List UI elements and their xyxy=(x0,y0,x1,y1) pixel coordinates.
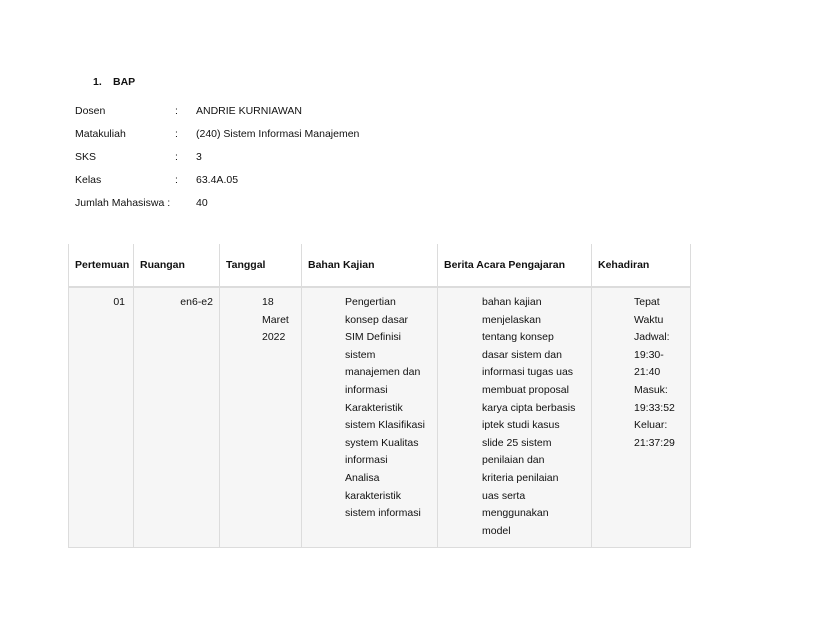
jumlah-label: Jumlah Mahasiswa : xyxy=(75,197,171,209)
cell-tanggal xyxy=(220,287,302,548)
cell-bahan-kajian xyxy=(302,287,438,548)
cell-berita-acara-line: informasi tugas uas xyxy=(482,366,574,379)
cell-bahan-kajian-line: manajemen dan xyxy=(345,366,421,379)
cell-berita-acara-line: uas serta xyxy=(482,489,526,502)
dosen-label: Dosen xyxy=(75,105,106,117)
header-kehadiran: Kehadiran xyxy=(592,244,691,287)
header-ruangan: Ruangan xyxy=(134,244,220,287)
cell-berita-acara-line: dasar sistem dan xyxy=(482,348,562,361)
kelas-colon: : xyxy=(175,174,178,186)
cell-kehadiran-line: Waktu xyxy=(634,313,664,326)
section-heading xyxy=(93,76,135,88)
cell-kehadiran xyxy=(592,287,691,548)
header-pertemuan: Pertemuan xyxy=(69,244,134,287)
cell-kehadiran-line: Tepat xyxy=(634,296,660,308)
cell-tanggal-line: 18 xyxy=(262,296,274,308)
cell-bahan-kajian-line: system Kualitas xyxy=(345,436,419,449)
cell-berita-acara-line: bahan kajian xyxy=(482,296,542,308)
cell-kehadiran-line: Keluar: xyxy=(634,419,668,432)
cell-berita-acara-line: tentang konsep xyxy=(482,331,554,344)
section-title: BAP xyxy=(113,76,136,88)
matakuliah-label: Matakuliah xyxy=(75,128,126,140)
cell-berita-acara-line: karya cipta berbasis xyxy=(482,401,576,414)
cell-bahan-kajian-line: informasi xyxy=(345,454,388,467)
cell-bahan-kajian-line: konsep dasar xyxy=(345,313,409,326)
header-tanggal: Tanggal xyxy=(220,244,302,287)
cell-bahan-kajian-line: sistem xyxy=(345,348,376,361)
cell-berita-acara-line: penilaian dan xyxy=(482,454,545,467)
cell-berita-acara-line: model xyxy=(482,524,511,537)
cell-kehadiran-line: Jadwal: xyxy=(634,331,670,344)
dosen-colon: : xyxy=(175,105,178,117)
cell-kehadiran-line: Masuk: xyxy=(634,383,668,396)
sks-colon: : xyxy=(175,151,178,163)
header-berita-acara: Berita Acara Pengajaran xyxy=(438,244,592,287)
jumlah-value: 40 xyxy=(196,197,208,209)
cell-bahan-kajian-line: sistem informasi xyxy=(345,507,421,520)
bap-table xyxy=(68,244,691,548)
cell-tanggal-line: 2022 xyxy=(262,331,286,344)
sks-label: SKS xyxy=(75,151,97,163)
cell-bahan-kajian-line: informasi xyxy=(345,383,388,396)
cell-kehadiran-line: 21:40 xyxy=(634,366,661,379)
matakuliah-value: (240) Sistem Informasi Manajemen xyxy=(196,128,360,140)
sks-value: 3 xyxy=(196,151,202,163)
table-body xyxy=(69,287,691,548)
dosen-value: ANDRIE KURNIAWAN xyxy=(196,105,302,117)
cell-berita-acara xyxy=(438,287,592,548)
cell-bahan-kajian-line: Analisa xyxy=(345,471,380,484)
cell-berita-acara-line: slide 25 sistem xyxy=(482,436,552,449)
cell-berita-acara-line: iptek studi kasus xyxy=(482,419,560,432)
cell-bahan-kajian-line: karakteristik xyxy=(345,489,402,502)
cell-pertemuan: 01 xyxy=(69,287,134,548)
cell-kehadiran-line: 19:30- xyxy=(634,348,664,361)
table-header-row xyxy=(69,244,691,287)
cell-bahan-kajian-line: SIM Definisi xyxy=(345,331,402,344)
cell-berita-acara-line: menggunakan xyxy=(482,507,549,520)
cell-kehadiran-line: 19:33:52 xyxy=(634,401,675,414)
cell-bahan-kajian-line: Pengertian xyxy=(345,296,396,308)
cell-berita-acara-line: kriteria penilaian xyxy=(482,471,559,484)
header-bahan-kajian: Bahan Kajian xyxy=(302,244,438,287)
table-row xyxy=(69,287,691,548)
bap-table-container xyxy=(68,244,690,548)
cell-ruangan: en6-e2 xyxy=(134,287,220,548)
cell-kehadiran-line: 21:37:29 xyxy=(634,436,675,449)
cell-bahan-kajian-line: Karakteristik xyxy=(345,401,403,414)
cell-berita-acara-line: membuat proposal xyxy=(482,383,569,396)
cell-bahan-kajian-line: sistem Klasifikasi xyxy=(345,419,425,432)
cell-berita-acara-line: menjelaskan xyxy=(482,313,541,326)
kelas-label: Kelas xyxy=(75,174,102,186)
cell-tanggal-line: Maret xyxy=(262,313,289,326)
kelas-value: 63.4A.05 xyxy=(196,174,239,186)
section-number: 1. xyxy=(93,76,102,88)
matakuliah-colon: : xyxy=(175,128,178,140)
